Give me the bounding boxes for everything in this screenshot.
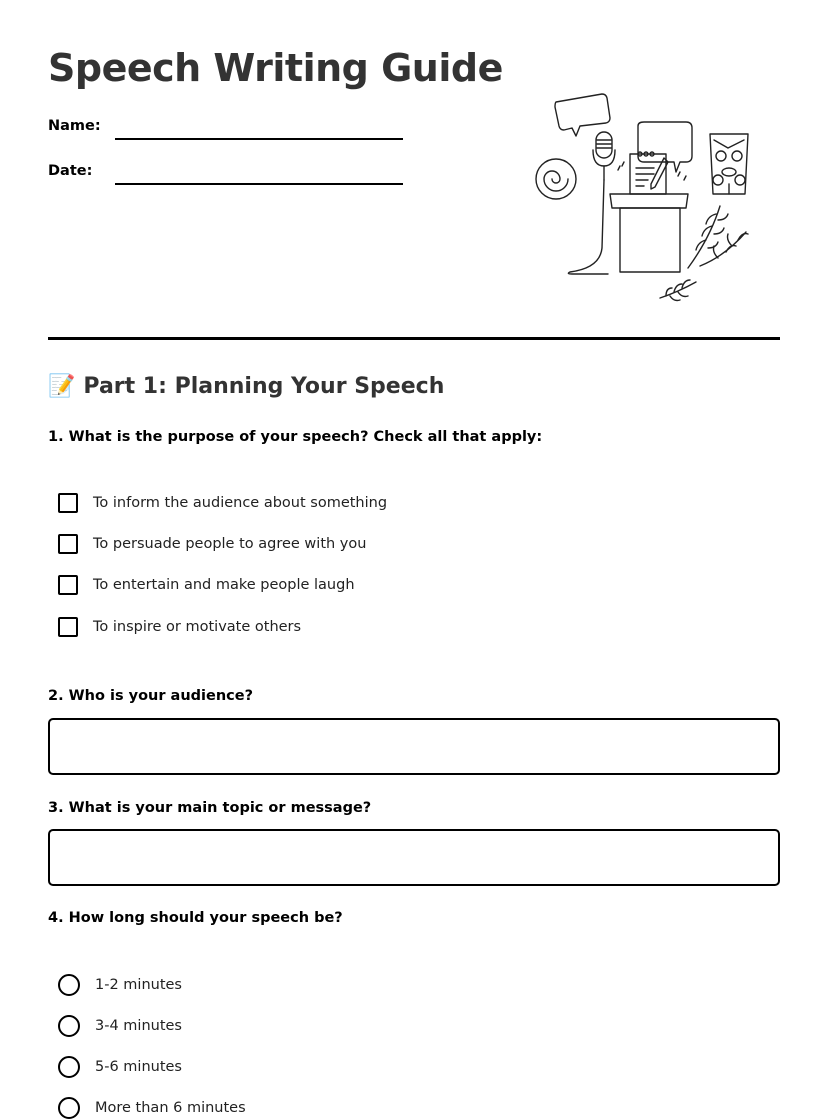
question-audience: 2. Who is your audience? <box>48 688 254 704</box>
length-option-1-2[interactable] <box>58 974 182 996</box>
speech-podium-illustration <box>530 88 760 308</box>
purpose-option-inform[interactable] <box>58 493 387 513</box>
memo-icon: 📝 <box>48 374 76 399</box>
part1-heading-text: Part 1: Planning Your Speech <box>83 374 445 399</box>
length-option-5-6[interactable] <box>58 1056 182 1078</box>
option-label: To inspire or motivate others <box>93 619 302 635</box>
checkbox[interactable] <box>58 617 78 637</box>
checkbox[interactable] <box>58 493 78 513</box>
length-option-3-4[interactable] <box>58 1015 182 1037</box>
option-label: More than 6 minutes <box>95 1100 246 1116</box>
date-label: Date: <box>48 163 93 179</box>
radio-button[interactable] <box>58 1056 80 1078</box>
topic-input[interactable] <box>48 829 780 886</box>
option-label: 5-6 minutes <box>95 1059 182 1075</box>
date-input-line[interactable] <box>115 169 403 185</box>
audience-input[interactable] <box>48 718 780 775</box>
page-title: Speech Writing Guide <box>48 46 503 90</box>
option-label: 3-4 minutes <box>95 1018 182 1034</box>
date-field <box>48 163 403 179</box>
radio-button[interactable] <box>58 1097 80 1119</box>
radio-button[interactable] <box>58 974 80 996</box>
checkbox[interactable] <box>58 575 78 595</box>
part1-heading <box>48 374 444 399</box>
question-purpose: 1. What is the purpose of your speech? Check all that apply: <box>48 429 543 445</box>
purpose-option-entertain[interactable] <box>58 575 355 595</box>
radio-button[interactable] <box>58 1015 80 1037</box>
name-input-line[interactable] <box>115 124 403 140</box>
option-label: To inform the audience about something <box>93 495 388 511</box>
option-label: 1-2 minutes <box>95 977 182 993</box>
question-length: 4. How long should your speech be? <box>48 910 343 926</box>
purpose-option-persuade[interactable] <box>58 534 366 554</box>
name-label: Name: <box>48 118 101 134</box>
name-field <box>48 118 403 134</box>
option-label: To persuade people to agree with you <box>93 536 367 552</box>
length-option-more-than-6[interactable] <box>58 1097 246 1119</box>
section-divider <box>48 337 780 340</box>
checkbox[interactable] <box>58 534 78 554</box>
question-topic: 3. What is your main topic or message? <box>48 800 372 816</box>
option-label: To entertain and make people laugh <box>93 577 355 593</box>
purpose-option-inspire[interactable] <box>58 617 301 637</box>
